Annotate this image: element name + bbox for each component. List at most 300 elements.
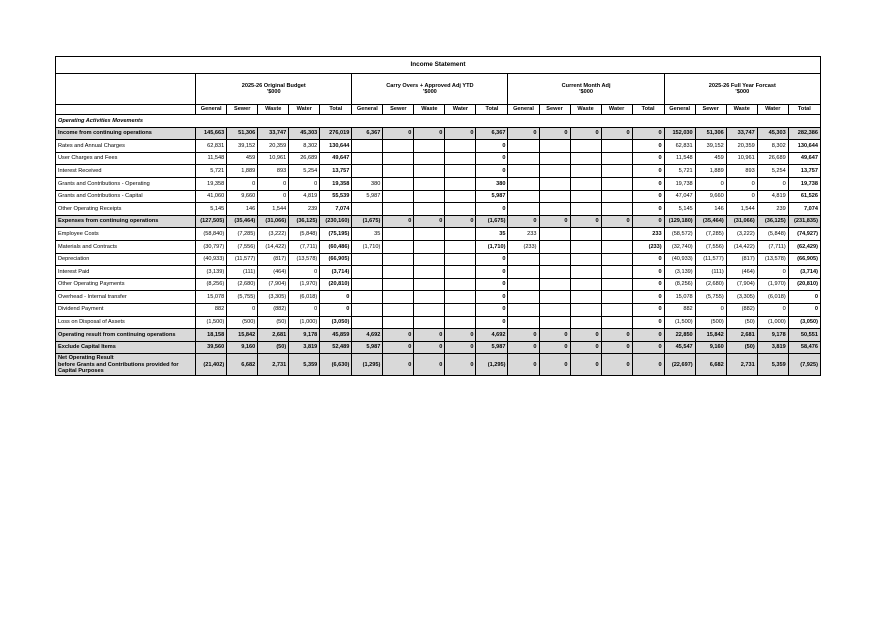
value-cell: 146: [227, 203, 258, 216]
value-cell: 0: [445, 127, 476, 140]
value-cell: (5,755): [227, 291, 258, 304]
value-cell: 9,178: [289, 329, 320, 342]
value-cell: [508, 140, 539, 153]
net-result-label: [56, 354, 196, 376]
value-cell: [383, 316, 414, 329]
value-cell: (3,714): [788, 266, 820, 279]
value-cell: (2,680): [227, 278, 258, 291]
value-cell: (74,927): [788, 228, 820, 241]
value-cell: (35,464): [227, 215, 258, 228]
value-cell: (50): [726, 316, 757, 329]
value-cell: 0: [445, 329, 476, 342]
value-cell: 13,757: [788, 165, 820, 178]
value-cell: 0: [632, 354, 664, 376]
value-cell: 6,682: [695, 354, 726, 376]
value-cell: (817): [258, 253, 289, 266]
value-cell: 62,831: [196, 140, 227, 153]
value-cell: 49,647: [320, 152, 352, 165]
value-cell: 22,850: [664, 329, 695, 342]
group-header-title: 2025-26 Full Year Forcast: [708, 82, 776, 89]
value-cell: [445, 152, 476, 165]
value-cell: (111): [695, 266, 726, 279]
value-cell: 0: [320, 291, 352, 304]
value-cell: (233): [508, 240, 539, 253]
value-cell: 0: [476, 291, 508, 304]
value-cell: 15,078: [196, 291, 227, 304]
value-cell: [414, 165, 445, 178]
value-cell: 282,386: [788, 127, 820, 140]
group-header: [196, 74, 352, 105]
column-header: Waste: [414, 105, 445, 115]
value-cell: [445, 240, 476, 253]
value-cell: 0: [757, 177, 788, 190]
value-cell: 7,074: [320, 203, 352, 216]
value-cell: 49,647: [788, 152, 820, 165]
value-cell: [508, 177, 539, 190]
table-row: [56, 240, 821, 253]
value-cell: (32,740): [664, 240, 695, 253]
value-cell: (50): [258, 316, 289, 329]
value-cell: 3,819: [757, 341, 788, 354]
value-cell: 0: [539, 354, 570, 376]
value-cell: (20,810): [320, 278, 352, 291]
value-cell: [445, 291, 476, 304]
value-cell: 0: [632, 291, 664, 304]
value-cell: [352, 291, 383, 304]
value-cell: [414, 203, 445, 216]
value-cell: (500): [695, 316, 726, 329]
value-cell: 0: [632, 215, 664, 228]
value-cell: [383, 203, 414, 216]
value-cell: [508, 190, 539, 203]
value-cell: 276,019: [320, 127, 352, 140]
value-cell: 0: [227, 177, 258, 190]
value-cell: 0: [414, 354, 445, 376]
value-cell: [414, 291, 445, 304]
value-cell: 0: [601, 215, 632, 228]
value-cell: 0: [632, 127, 664, 140]
value-cell: 0: [476, 152, 508, 165]
value-cell: (13,578): [757, 253, 788, 266]
value-cell: [508, 291, 539, 304]
group-header-title: 2025-26 Original Budget: [241, 82, 306, 89]
value-cell: [601, 152, 632, 165]
value-cell: 0: [508, 354, 539, 376]
value-cell: 9,178: [757, 329, 788, 342]
value-cell: 4,692: [476, 329, 508, 342]
value-cell: [539, 140, 570, 153]
value-cell: [414, 253, 445, 266]
value-cell: [352, 303, 383, 316]
value-cell: 0: [570, 354, 601, 376]
value-cell: (8,256): [196, 278, 227, 291]
value-cell: [383, 240, 414, 253]
value-cell: (21,402): [196, 354, 227, 376]
value-cell: 45,547: [664, 341, 695, 354]
value-cell: [508, 152, 539, 165]
value-cell: (3,050): [788, 316, 820, 329]
value-cell: [570, 177, 601, 190]
value-cell: 0: [476, 266, 508, 279]
value-cell: 19,738: [664, 177, 695, 190]
value-cell: [601, 177, 632, 190]
value-cell: 51,306: [227, 127, 258, 140]
value-cell: 0: [289, 177, 320, 190]
value-cell: [570, 152, 601, 165]
value-cell: 19,358: [196, 177, 227, 190]
value-cell: 0: [476, 253, 508, 266]
value-cell: (129,180): [664, 215, 695, 228]
value-cell: 39,560: [196, 341, 227, 354]
value-cell: [414, 303, 445, 316]
value-cell: [570, 253, 601, 266]
value-cell: 239: [757, 203, 788, 216]
value-cell: [570, 140, 601, 153]
value-cell: (6,018): [757, 291, 788, 304]
value-cell: [383, 152, 414, 165]
table-row: [56, 190, 821, 203]
value-cell: 41,060: [196, 190, 227, 203]
value-cell: 62,831: [664, 140, 695, 153]
value-cell: 35: [352, 228, 383, 241]
value-cell: [508, 303, 539, 316]
value-cell: [570, 278, 601, 291]
value-cell: 0: [289, 266, 320, 279]
value-cell: (66,905): [788, 253, 820, 266]
column-header: Waste: [570, 105, 601, 115]
value-cell: (7,285): [695, 228, 726, 241]
value-cell: (20,810): [788, 278, 820, 291]
value-cell: 47,047: [664, 190, 695, 203]
column-header: General: [196, 105, 227, 115]
column-header: General: [352, 105, 383, 115]
value-cell: [508, 278, 539, 291]
value-cell: [570, 316, 601, 329]
value-cell: 130,644: [320, 140, 352, 153]
net-result-label-line: Capital Purposes: [58, 367, 104, 374]
group-header-title: Current Month Adj: [561, 82, 611, 89]
value-cell: (60,486): [320, 240, 352, 253]
value-cell: 7,074: [788, 203, 820, 216]
value-cell: 5,987: [352, 341, 383, 354]
value-cell: [445, 228, 476, 241]
value-cell: (464): [726, 266, 757, 279]
group-header-unit: '$000: [266, 89, 281, 95]
value-cell: [383, 291, 414, 304]
value-cell: [539, 291, 570, 304]
value-cell: 5,721: [664, 165, 695, 178]
value-cell: (7,711): [757, 240, 788, 253]
value-cell: 20,359: [726, 140, 757, 153]
group-header: [352, 74, 508, 105]
value-cell: 18,158: [196, 329, 227, 342]
value-cell: 882: [664, 303, 695, 316]
value-cell: 1,544: [726, 203, 757, 216]
value-cell: 6,367: [476, 127, 508, 140]
value-cell: 11,548: [196, 152, 227, 165]
value-cell: 0: [632, 190, 664, 203]
value-cell: [539, 190, 570, 203]
table-row: [56, 253, 821, 266]
value-cell: 9,160: [695, 341, 726, 354]
value-cell: 145,663: [196, 127, 227, 140]
value-cell: (11,577): [227, 253, 258, 266]
value-cell: 4,692: [352, 329, 383, 342]
value-cell: (3,714): [320, 266, 352, 279]
value-cell: 5,145: [664, 203, 695, 216]
value-cell: 5,254: [757, 165, 788, 178]
row-label: Interest Paid: [56, 266, 196, 279]
value-cell: [383, 266, 414, 279]
value-cell: [539, 316, 570, 329]
value-cell: 0: [383, 127, 414, 140]
header-blank-cell: [56, 74, 196, 105]
value-cell: 0: [632, 303, 664, 316]
value-cell: 45,859: [320, 329, 352, 342]
value-cell: 0: [476, 165, 508, 178]
value-cell: (1,710): [476, 240, 508, 253]
value-cell: (127,505): [196, 215, 227, 228]
value-cell: 0: [570, 329, 601, 342]
value-cell: 239: [289, 203, 320, 216]
value-cell: [508, 266, 539, 279]
value-cell: [445, 303, 476, 316]
value-cell: [414, 316, 445, 329]
group-header-unit: '$000: [735, 89, 750, 95]
row-label: Employee Costs: [56, 228, 196, 241]
value-cell: 380: [476, 177, 508, 190]
column-header: Sewer: [227, 105, 258, 115]
value-cell: 0: [632, 253, 664, 266]
value-cell: 0: [476, 316, 508, 329]
value-cell: [414, 228, 445, 241]
value-cell: (1,000): [757, 316, 788, 329]
value-cell: 19,738: [788, 177, 820, 190]
value-cell: (3,050): [320, 316, 352, 329]
group-header: [508, 74, 664, 105]
value-cell: (3,305): [726, 291, 757, 304]
value-cell: 0: [539, 329, 570, 342]
value-cell: [508, 203, 539, 216]
value-cell: 152,030: [664, 127, 695, 140]
value-cell: (8,256): [664, 278, 695, 291]
value-cell: (7,711): [289, 240, 320, 253]
value-cell: 15,842: [227, 329, 258, 342]
value-cell: (7,556): [227, 240, 258, 253]
value-cell: 26,689: [289, 152, 320, 165]
value-cell: 0: [632, 152, 664, 165]
row-label: Other Operating Payments: [56, 278, 196, 291]
value-cell: 13,757: [320, 165, 352, 178]
value-cell: [601, 240, 632, 253]
value-cell: [570, 266, 601, 279]
value-cell: [539, 152, 570, 165]
net-result-row: [56, 354, 821, 376]
table-row: [56, 215, 821, 228]
value-cell: [352, 266, 383, 279]
value-cell: 0: [320, 303, 352, 316]
value-cell: 882: [196, 303, 227, 316]
value-cell: 0: [601, 127, 632, 140]
value-cell: [445, 266, 476, 279]
value-cell: 0: [632, 177, 664, 190]
table-row: [56, 329, 821, 342]
value-cell: [414, 140, 445, 153]
value-cell: (3,222): [726, 228, 757, 241]
value-cell: (7,925): [788, 354, 820, 376]
value-cell: 52,489: [320, 341, 352, 354]
row-label: Grants and Contributions - Capital: [56, 190, 196, 203]
value-cell: (882): [726, 303, 757, 316]
value-cell: 39,152: [227, 140, 258, 153]
column-header: Total: [632, 105, 664, 115]
value-cell: 10,961: [726, 152, 757, 165]
value-cell: 0: [258, 177, 289, 190]
value-cell: 0: [289, 303, 320, 316]
value-cell: 0: [508, 329, 539, 342]
value-cell: 4,819: [289, 190, 320, 203]
value-cell: (231,835): [788, 215, 820, 228]
value-cell: [383, 190, 414, 203]
value-cell: [539, 228, 570, 241]
value-cell: 233: [508, 228, 539, 241]
column-header: General: [508, 105, 539, 115]
value-cell: [601, 316, 632, 329]
value-cell: 2,731: [726, 354, 757, 376]
column-header: Water: [601, 105, 632, 115]
value-cell: [445, 203, 476, 216]
value-cell: 5,987: [476, 341, 508, 354]
column-header: Water: [445, 105, 476, 115]
column-header: Water: [289, 105, 320, 115]
value-cell: (14,422): [726, 240, 757, 253]
column-header: Total: [788, 105, 820, 115]
value-cell: 0: [383, 341, 414, 354]
value-cell: (66,905): [320, 253, 352, 266]
value-cell: 51,306: [695, 127, 726, 140]
row-label: Other Operating Receipts: [56, 203, 196, 216]
row-label: Loss on Disposal of Assets: [56, 316, 196, 329]
value-cell: 9,660: [227, 190, 258, 203]
value-cell: (500): [227, 316, 258, 329]
value-cell: (7,285): [227, 228, 258, 241]
row-label: Dividend Payment: [56, 303, 196, 316]
value-cell: (31,066): [726, 215, 757, 228]
value-cell: [601, 203, 632, 216]
value-cell: (1,710): [352, 240, 383, 253]
value-cell: 0: [757, 303, 788, 316]
value-cell: [352, 140, 383, 153]
value-cell: 0: [632, 165, 664, 178]
value-cell: 233: [632, 228, 664, 241]
table-row: [56, 316, 821, 329]
value-cell: 0: [508, 341, 539, 354]
value-cell: 380: [352, 177, 383, 190]
value-cell: [383, 228, 414, 241]
value-cell: (1,500): [196, 316, 227, 329]
header-blank-cell: [56, 105, 196, 115]
row-label: Overhead - Internal transfer: [56, 291, 196, 304]
value-cell: 0: [539, 127, 570, 140]
value-cell: 0: [383, 215, 414, 228]
column-header: Sewer: [383, 105, 414, 115]
value-cell: 0: [632, 316, 664, 329]
value-cell: [570, 165, 601, 178]
value-cell: [570, 240, 601, 253]
value-cell: (882): [258, 303, 289, 316]
value-cell: 0: [508, 215, 539, 228]
value-cell: (1,970): [289, 278, 320, 291]
value-cell: 0: [632, 341, 664, 354]
value-cell: 0: [508, 127, 539, 140]
value-cell: 1,889: [227, 165, 258, 178]
value-cell: 0: [632, 266, 664, 279]
value-cell: 5,987: [476, 190, 508, 203]
table-row: [56, 177, 821, 190]
value-cell: 33,747: [258, 127, 289, 140]
value-cell: 0: [476, 278, 508, 291]
value-cell: 0: [601, 354, 632, 376]
value-cell: 0: [383, 329, 414, 342]
value-cell: (75,195): [320, 228, 352, 241]
row-label: Operating result from continuing operations: [56, 329, 196, 342]
value-cell: (464): [258, 266, 289, 279]
value-cell: (14,422): [258, 240, 289, 253]
value-cell: [414, 240, 445, 253]
value-cell: 0: [570, 215, 601, 228]
value-cell: (58,572): [664, 228, 695, 241]
value-cell: 459: [695, 152, 726, 165]
value-cell: 146: [695, 203, 726, 216]
value-cell: 130,644: [788, 140, 820, 153]
value-cell: 8,302: [757, 140, 788, 153]
group-header-title: Carry Overs + Approved Adj YTD: [386, 82, 474, 89]
value-cell: [539, 165, 570, 178]
value-cell: (31,066): [258, 215, 289, 228]
value-cell: (22,697): [664, 354, 695, 376]
value-cell: 5,359: [289, 354, 320, 376]
value-cell: (1,295): [352, 354, 383, 376]
value-cell: (1,970): [757, 278, 788, 291]
value-cell: [352, 165, 383, 178]
value-cell: 9,160: [227, 341, 258, 354]
value-cell: [414, 266, 445, 279]
value-cell: [601, 190, 632, 203]
column-header: Total: [320, 105, 352, 115]
value-cell: (6,630): [320, 354, 352, 376]
value-cell: (233): [632, 240, 664, 253]
value-cell: (13,578): [289, 253, 320, 266]
value-cell: [539, 203, 570, 216]
value-cell: [383, 253, 414, 266]
table-row: [56, 203, 821, 216]
row-label: Materials and Contracts: [56, 240, 196, 253]
value-cell: 1,889: [695, 165, 726, 178]
value-cell: [352, 203, 383, 216]
value-cell: [601, 291, 632, 304]
table-row: [56, 228, 821, 241]
value-cell: 0: [632, 329, 664, 342]
value-cell: (1,675): [476, 215, 508, 228]
value-cell: [570, 303, 601, 316]
value-cell: (7,904): [258, 278, 289, 291]
value-cell: (36,125): [289, 215, 320, 228]
value-cell: 6,682: [227, 354, 258, 376]
value-cell: 0: [383, 354, 414, 376]
value-cell: 5,359: [757, 354, 788, 376]
value-cell: 2,681: [258, 329, 289, 342]
value-cell: (11,577): [695, 253, 726, 266]
